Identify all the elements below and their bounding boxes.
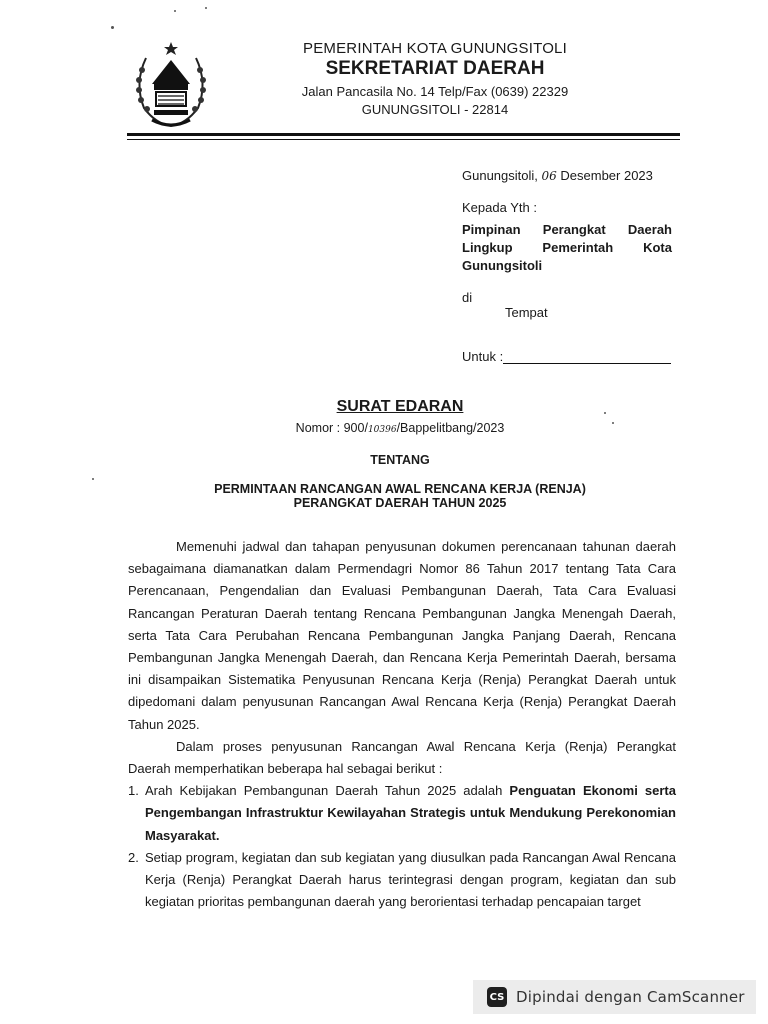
city-emblem-logo <box>128 38 214 134</box>
letterhead-rule-thick <box>127 133 680 136</box>
scan-speck <box>205 7 207 9</box>
scan-speck <box>111 26 114 29</box>
letterhead-city: GUNUNGSITOLI - 22814 <box>361 102 509 117</box>
nomor-suffix: /Bappelitbang/2023 <box>396 421 505 435</box>
letterhead-address: Jalan Pancasila No. 14 Telp/Fax (0639) 22329 <box>301 84 569 99</box>
scan-speck <box>174 10 176 12</box>
untuk-label: Untuk : <box>462 349 504 364</box>
scan-speck <box>604 412 606 414</box>
scan-speck <box>612 422 614 424</box>
nomor-prefix: Nomor : 900/ <box>295 421 368 435</box>
untuk-field <box>462 349 671 364</box>
kepada-label: Kepada Yth : <box>462 200 537 215</box>
document-number <box>0 421 768 435</box>
letterhead-office: SEKRETARIAT DAERAH <box>325 58 545 79</box>
subject-line-1: PERMINTAAN RANCANGAN AWAL RENCANA KERJA (RENJA) <box>214 482 586 496</box>
document-title: SURAT EDARAN <box>336 398 464 415</box>
tentang-heading: TENTANG <box>370 453 430 467</box>
date-prefix: Gunungsitoli, <box>462 168 542 183</box>
list-item <box>128 847 676 914</box>
letterhead-rule-thin <box>127 139 680 140</box>
considerations-list <box>128 780 676 913</box>
subject-line-2: PERANGKAT DAERAH TAHUN 2025 <box>293 496 507 510</box>
list-item-number: 1. <box>128 783 139 799</box>
letter-date <box>462 168 653 183</box>
list-item-bold-text: Penguatan Ekonomi serta Pengembangan Infrastruktur Kewilayahan Strategis untuk Mendukung Perekonomian Masyarakat. <box>145 783 676 843</box>
recipient: Pimpinan Perangkat Daerah Lingkup Pemerintah Kota Gunungsitoli <box>462 222 672 273</box>
letter-body <box>128 536 676 913</box>
untuk-blank-line <box>503 350 671 364</box>
list-item <box>128 780 676 847</box>
date-rest: Desember 2023 <box>556 168 653 183</box>
nomor-handwritten: 10396 <box>367 425 397 435</box>
list-item-text: Setiap program, kegiatan dan sub kegiatan yang diusulkan pada Rancangan Awal Rencana Kerja (Renja) Perangkat Daerah harus terintegrasi dengan program, kegiatan dan sub kegiatan prioritas pembangunan daerah yang berorientasi terhadap pencapaian target <box>145 849 676 910</box>
camscanner-watermark <box>473 980 756 1014</box>
tempat-label: Tempat <box>505 305 548 320</box>
di-label: di <box>462 290 473 305</box>
letterhead <box>290 40 580 117</box>
list-item-number: 2. <box>128 849 139 865</box>
body-paragraph-2: Dalam proses penyusunan Rancangan Awal Rencana Kerja (Renja) Perangkat Daerah memperhatikan beberapa hal sebagai berikut : <box>128 738 676 777</box>
list-item-text: Arah Kebijakan Pembangunan Daerah Tahun 2025 adalah <box>145 783 510 799</box>
letterhead-government: PEMERINTAH KOTA GUNUNGSITOLI <box>303 40 567 57</box>
date-day-handwritten: 06 <box>541 169 557 183</box>
camscanner-text: Dipindai dengan CamScanner <box>516 988 745 1006</box>
body-paragraph-1: Memenuhi jadwal dan tahapan penyusunan dokumen perencanaan tahunan daerah sebagaimana diamanatkan dalam Permendagri Nomor 86 Tahun 2017 tentang Tata Cara Perencanaan, Pengendalian dan Evaluasi Pembangunan Daerah, Tata Cara Evaluasi Rancangan Peraturan Daerah tentang Rencana Pembangunan Jangka Menengah Daerah, serta Tata Cara Perubahan Rencana Pembangunan Jangka Panjang Daerah, Rencana Pembangunan Jangka Menengah Daerah, dan Rencana Kerja Pemerintah Daerah, bersama ini disampaikan Sistematika Penyusunan Rencana Kerja (Renja) Perangkat Daerah untuk dipedomani dalam penyusunan Rancangan Awal Rencana Kerja (Renja) Perangkat Daerah Tahun 2025. <box>128 539 676 732</box>
camscanner-logo-icon: CS <box>487 987 507 1007</box>
scan-speck <box>92 478 94 480</box>
